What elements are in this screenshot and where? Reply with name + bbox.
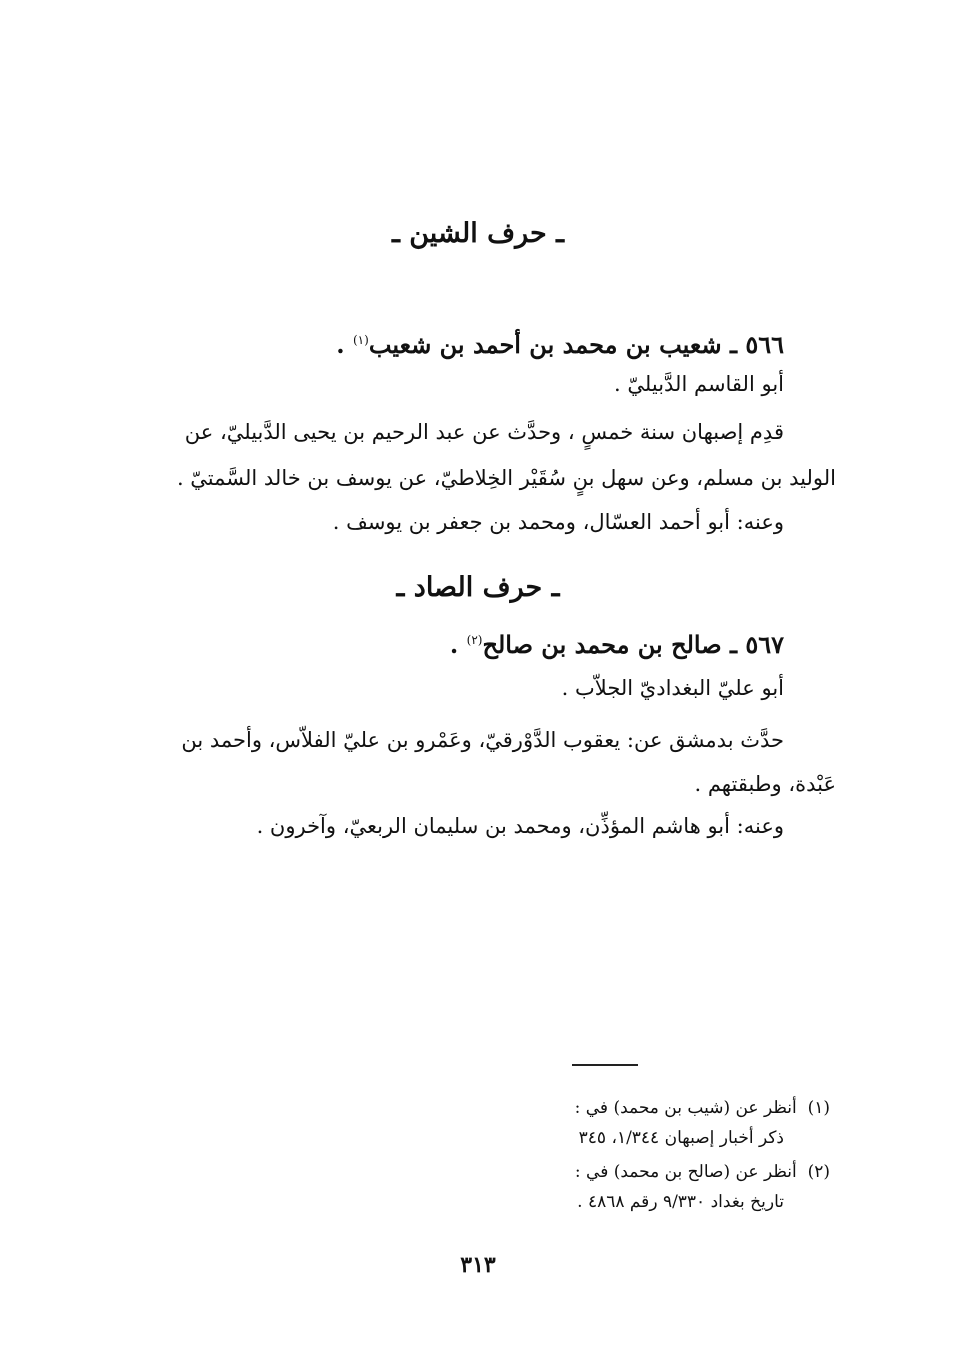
entry-567-body-line-3: وعنه: أبو هاشم المؤذِّن، ومحمد بن سليمان الربعيّ، وآخرون .	[256, 814, 784, 838]
entry-567-title	[450, 630, 784, 659]
footnote-ref-2[interactable]: (٢)	[466, 633, 483, 647]
footnote-2-number: (٢)	[807, 1162, 830, 1182]
footnote-2-text: أنظر عن (صالح بن محمد) في :	[574, 1162, 797, 1182]
footnote-1-source: ذكر أخبار إصبهان ١/٣٤٤، ٣٤٥	[578, 1128, 784, 1148]
entry-567-body-line-2: عَبْدة، وطبقتهم .	[694, 772, 836, 796]
entry-567-kunya: أبو عليّ البغداديّ الجلاّب .	[561, 676, 784, 700]
entry-566-title	[336, 330, 784, 359]
footnote-1-text: أنظر عن (شيب بن محمد) في :	[574, 1098, 797, 1118]
entry-566-body-line-2: الوليد بن مسلم، وعن سهل بنٍ سُقَيْر الخِلاطيّ، عن يوسف بن خالد السَّمتيّ .	[176, 466, 836, 490]
entry-567-body-line-1: حدَّث بدمشق عن: يعقوب الدَّوْرقيّ، وعَمْرو بن عليّ الفلاّس، وأحمد بن	[181, 728, 784, 752]
entry-567-name: ٥٦٧ ـ صالح بن محمد بن صالح	[482, 630, 784, 659]
footnote-2-first-line	[575, 1162, 830, 1182]
entry-567-title-end: .	[449, 630, 459, 659]
entry-566-name: ٥٦٦ ـ شعيب بن محمد بن أحمد بن شعيب	[368, 330, 784, 359]
entry-566-kunya: أبو القاسم الدَّبيليّ .	[614, 372, 784, 396]
entry-566-title-end: .	[336, 330, 345, 359]
footnote-2-source: تاريخ بغداد ٩/٣٣٠ رقم ٤٨٦٨ .	[577, 1192, 784, 1212]
section-heading-sad: ـ حرف الصاد ـ	[396, 572, 560, 603]
entry-566-body-line-3: وعنه: أبو أحمد العسّال، ومحمد بن جعفر بن يوسف .	[332, 510, 784, 534]
footnote-1-first-line	[575, 1098, 830, 1118]
footnote-1-number: (١)	[807, 1098, 830, 1118]
footnote-ref-1[interactable]: (١)	[352, 333, 369, 347]
page-number: ٣١٣	[460, 1252, 496, 1278]
footnote-separator	[572, 1064, 638, 1066]
section-heading-shin: ـ حرف الشين ـ	[391, 218, 565, 249]
entry-566-body-line-1: قدِم إصبهان سنة خمسٍ ، وحدَّث عن عبد الرحيم بن يحيى الدَّبيليّ، عن	[184, 420, 784, 444]
